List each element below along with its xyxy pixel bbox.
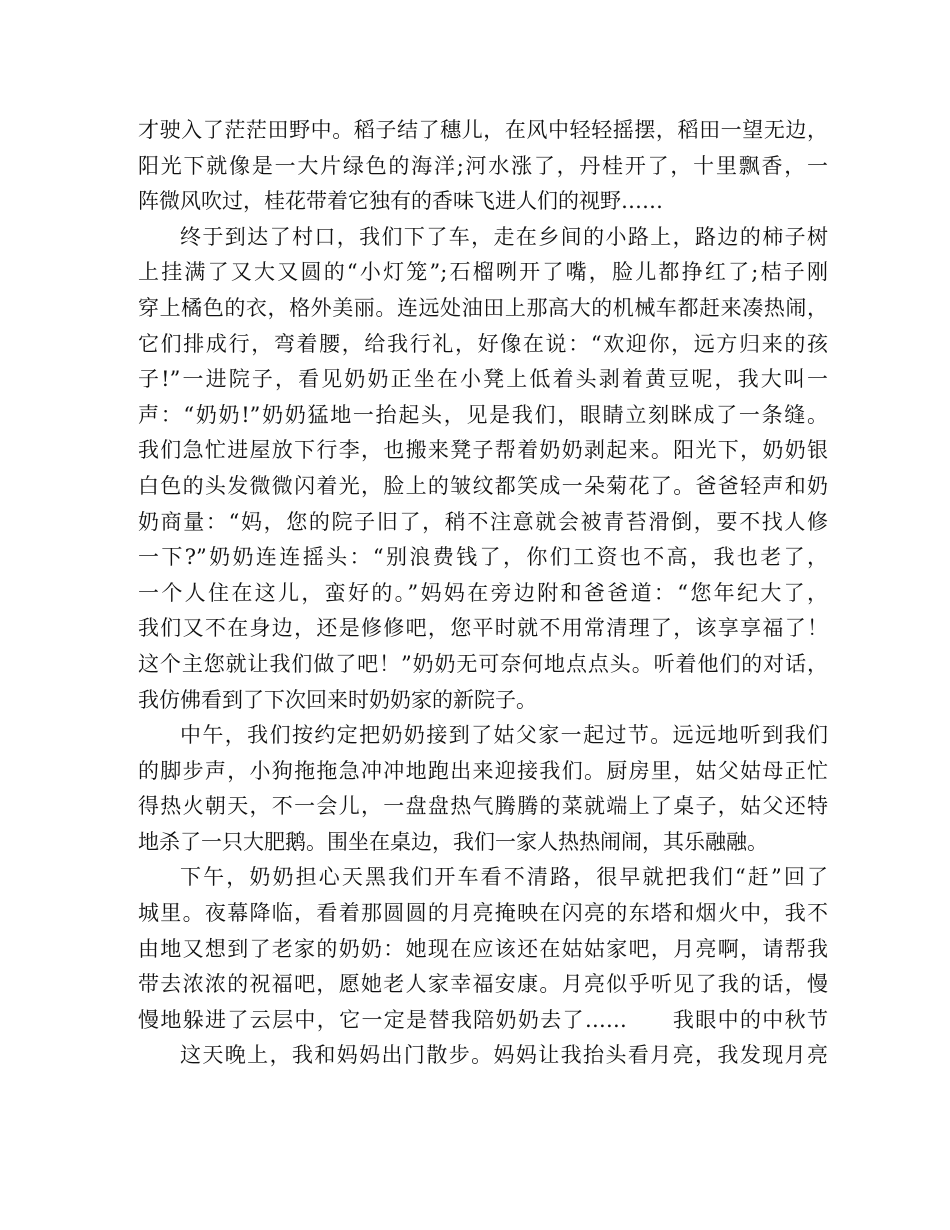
paragraph-first-line: 中午，我们按约定把奶奶接到了姑父家一起过节。远远地听到我们 bbox=[180, 723, 828, 748]
text-line: 我仿佛看到了下次回来时奶奶家的新院子。 bbox=[138, 687, 537, 712]
text-line: 一下?”奶奶连连摇头：“别浪费钱了，你们工资也不高，我也老了， bbox=[138, 545, 828, 570]
text-line: 得热火朝天，不一会儿，一盘盘热气腾腾的菜就端上了桌子，姑父还特 bbox=[138, 794, 828, 819]
text-line: 才驶入了茫茫田野中。稻子结了穗儿，在风中轻轻摇摆，稻田一望无边， bbox=[138, 118, 828, 142]
text-line: 由地又想到了老家的奶奶：她现在应该还在姑姑家吧，月亮啊，请帮我 bbox=[138, 936, 828, 961]
text-line: 我们急忙进屋放下行李，也搬来凳子帮着奶奶剥起来。阳光下，奶奶银 bbox=[138, 438, 828, 463]
text-line: 阵微风吹过，桂花带着它独有的香味飞进人们的视野…… bbox=[138, 189, 663, 214]
paragraph-first-line: 终于到达了村口，我们下了车，走在乡间的小路上，路边的柿子树 bbox=[180, 224, 828, 249]
text-line: 它们排成行，弯着腰，给我行礼，好像在说：“欢迎你，远方归来的孩 bbox=[138, 331, 828, 356]
text-line: 慢地躲进了云层中，它一定是替我陪奶奶去了…… 我眼中的中秋节 bbox=[138, 1007, 828, 1032]
text-line: 城里。夜幕降临，看着那圆圆的月亮掩映在闪亮的东塔和烟火中，我不 bbox=[138, 901, 828, 926]
document-body bbox=[138, 113, 828, 1074]
text-line: 子!”一进院子，看见奶奶正坐在小凳上低着头剥着黄豆呢，我大叫一 bbox=[138, 367, 828, 392]
text-line: 声：“奶奶!”奶奶猛地一抬起头，见是我们，眼睛立刻眯成了一条缝。 bbox=[138, 402, 828, 427]
text-line: 地杀了一只大肥鹅。围坐在桌边，我们一家人热热闹闹，其乐融融。 bbox=[138, 829, 768, 854]
text-line: 阳光下就像是一大片绿色的海洋;河水涨了，丹桂开了，十里飘香，一 bbox=[138, 153, 828, 178]
text-line: 我们又不在身边，还是修修吧，您平时就不用常清理了，该享享福了！ bbox=[138, 616, 828, 641]
text-line: 带去浓浓的祝福吧，愿她老人家幸福安康。月亮似乎听见了我的话，慢 bbox=[138, 972, 828, 997]
text-line: 白色的头发微微闪着光，脸上的皱纹都笑成一朵菊花了。爸爸轻声和奶 bbox=[138, 473, 828, 498]
text-line: 奶商量：“妈，您的院子旧了，稍不注意就会被青苔滑倒，要不找人修 bbox=[138, 509, 828, 534]
paragraph-first-line: 下午，奶奶担心天黑我们开车看不清路，很早就把我们“赶”回了 bbox=[180, 865, 828, 890]
text-line: 这个主您就让我们做了吧！”奶奶无可奈何地点点头。听着他们的对话， bbox=[138, 651, 828, 676]
text-line: 穿上橘色的衣，格外美丽。连远处油田上那高大的机械车都赶来凑热闹， bbox=[138, 295, 828, 320]
paragraph-first-line: 这天晚上，我和妈妈出门散步。妈妈让我抬头看月亮，我发现月亮 bbox=[180, 1043, 828, 1068]
text-line: 一个人住在这儿，蛮好的。”妈妈在旁边附和爸爸道：“您年纪大了， bbox=[138, 580, 828, 605]
text-line: 上挂满了又大又圆的“小灯笼”;石榴咧开了嘴，脸儿都挣红了;桔子刚 bbox=[138, 260, 828, 285]
text-line: 的脚步声，小狗拖拖急冲冲地跑出来迎接我们。厨房里，姑父姑母正忙 bbox=[138, 758, 828, 783]
